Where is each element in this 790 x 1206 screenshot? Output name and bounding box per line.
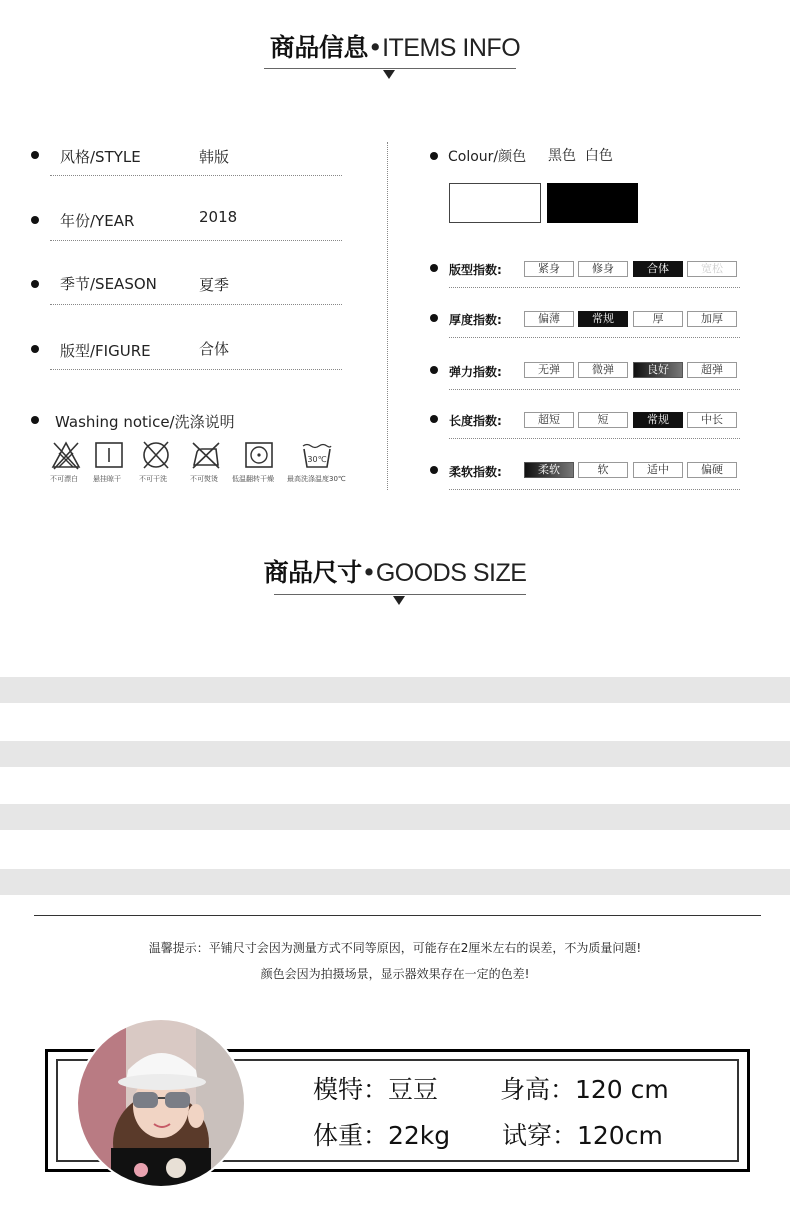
fit-option: 修身 <box>578 261 628 277</box>
bullet-icon <box>430 314 438 322</box>
attr-style-value: 韩版 <box>199 148 230 166</box>
dotted-divider <box>50 369 342 370</box>
length-option: 中长 <box>687 412 737 428</box>
thickness-option: 偏薄 <box>524 311 574 327</box>
attr-year-value: 2018 <box>199 208 238 226</box>
no-bleach-icon <box>50 440 82 470</box>
bullet-icon <box>430 152 438 160</box>
white-swatch[interactable] <box>449 183 541 223</box>
softness-option: 偏硬 <box>687 462 737 478</box>
title-separator: • <box>361 558 376 587</box>
dotted-divider <box>449 337 740 338</box>
items-info-title <box>0 28 790 64</box>
attr-season-label: 季节/SEASON <box>60 275 157 293</box>
elasticity-option-selected: 良好 <box>633 362 683 378</box>
goods-size-underline <box>274 594 526 595</box>
size-table-row <box>0 804 790 830</box>
length-option: 超短 <box>524 412 574 428</box>
bullet-icon <box>31 280 39 288</box>
attr-year-label: 年份/YEAR <box>60 212 135 230</box>
hang-dry-icon <box>93 440 125 470</box>
elasticity-option: 无弹 <box>524 362 574 378</box>
attr-figure-value: 合体 <box>199 340 230 358</box>
elasticity-index-label: 弹力指数: <box>449 365 502 379</box>
size-table-row <box>0 869 790 895</box>
column-divider <box>387 142 388 490</box>
fit-option-selected: 合体 <box>633 261 683 277</box>
dotted-divider <box>50 240 342 241</box>
hang-dry-text: 悬挂晾干 <box>93 475 121 483</box>
length-index-label: 长度指数: <box>449 414 502 428</box>
title-separator: • <box>367 33 383 62</box>
model-height: 身高：120 cm <box>500 1075 669 1104</box>
softness-option: 软 <box>578 462 628 478</box>
thickness-index-label: 厚度指数: <box>449 313 502 327</box>
items-info-underline <box>264 68 516 69</box>
model-tryon: 试穿：120cm <box>502 1121 663 1150</box>
colour-label: Colour/颜色 <box>448 149 527 165</box>
fit-option: 宽松 <box>687 261 737 277</box>
model-avatar <box>76 1018 246 1188</box>
model-weight: 体重：22kg <box>313 1121 451 1150</box>
elasticity-option: 微弹 <box>578 362 628 378</box>
length-option: 短 <box>578 412 628 428</box>
dotted-divider <box>50 175 342 176</box>
length-option-selected: 常规 <box>633 412 683 428</box>
wash-30-text: 最高洗涤温度30℃ <box>287 475 346 483</box>
attr-figure-label: 版型/FIGURE <box>60 342 151 360</box>
goods-size-title <box>0 553 790 589</box>
notes-divider <box>34 915 761 916</box>
goods-size-title-cn: 商品尺寸 <box>263 558 362 587</box>
bullet-icon <box>31 216 39 224</box>
bullet-icon <box>430 264 438 272</box>
wash-temp-text: 30℃ <box>307 455 327 464</box>
elasticity-option: 超弹 <box>687 362 737 378</box>
fit-index-label: 版型指数: <box>449 263 502 277</box>
bullet-icon <box>430 466 438 474</box>
note-line-2: 颜色会因为拍摄场景，显示器效果存在一定的色差! <box>260 967 530 981</box>
attr-season-value: 夏季 <box>199 276 230 294</box>
tumble-dry-low-text: 低温翻转干燥 <box>232 475 274 483</box>
thickness-option: 厚 <box>633 311 683 327</box>
no-iron-text: 不可熨烫 <box>190 475 218 483</box>
bullet-icon <box>31 416 39 424</box>
dotted-divider <box>50 304 342 305</box>
no-bleach-text: 不可漂白 <box>50 475 78 483</box>
fit-option: 紧身 <box>524 261 574 277</box>
dotted-divider <box>449 489 740 490</box>
model-name: 模特：豆豆 <box>313 1075 439 1104</box>
bullet-icon <box>31 151 39 159</box>
dotted-divider <box>449 438 740 439</box>
tumble-dry-low-icon <box>243 440 275 470</box>
softness-index-label: 柔软指数: <box>449 465 502 479</box>
note-line-1: 温馨提示：平铺尺寸会因为测量方式不同等原因，可能存在2厘米左右的误差，不为质量问题! <box>148 941 642 955</box>
goods-size-arrow-icon <box>393 596 405 605</box>
black-swatch[interactable] <box>547 183 638 223</box>
dotted-divider <box>449 389 740 390</box>
items-info-title-en: ITEMS INFO <box>382 34 521 62</box>
colour-values: 黑色 白色 <box>548 148 613 164</box>
no-dry-clean-icon <box>140 440 172 470</box>
size-table-row <box>0 741 790 767</box>
no-iron-icon <box>190 440 222 470</box>
dotted-divider <box>449 287 740 288</box>
attr-style-label: 风格/STYLE <box>60 148 141 166</box>
items-info-arrow-icon <box>383 70 395 79</box>
size-table-row <box>0 677 790 703</box>
bullet-icon <box>430 415 438 423</box>
goods-size-title-en: GOODS SIZE <box>375 559 527 587</box>
bullet-icon <box>430 366 438 374</box>
thickness-option-selected: 常规 <box>578 311 628 327</box>
items-info-title-cn: 商品信息 <box>269 33 368 62</box>
softness-option-selected: 柔软 <box>524 462 574 478</box>
bullet-icon <box>31 345 39 353</box>
wash-30-icon <box>301 440 333 470</box>
no-dry-clean-text: 不可干洗 <box>139 475 167 483</box>
thickness-option: 加厚 <box>687 311 737 327</box>
softness-option: 适中 <box>633 462 683 478</box>
washing-title: Washing notice/洗涤说明 <box>55 413 235 431</box>
